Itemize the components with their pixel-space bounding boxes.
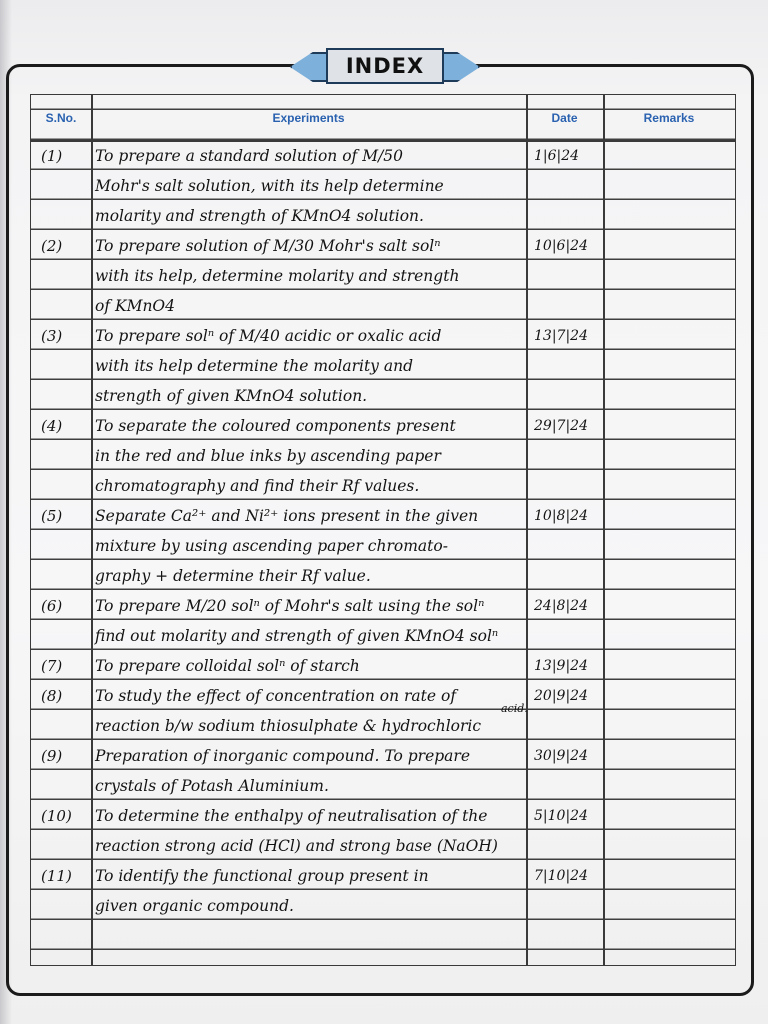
row-date: 13|7|24 [534, 328, 588, 344]
header-sno: S.No. [45, 110, 77, 125]
header-experiments: Experiments [272, 110, 345, 125]
row-sno: (8) [41, 687, 63, 705]
row-sno: (2) [41, 237, 63, 255]
row-sno: (6) [41, 597, 63, 615]
experiment-line: Preparation of inorganic compound. To prepare [95, 747, 470, 765]
experiment-line: To identify the functional group present in [95, 867, 429, 885]
header-date: Date [551, 110, 578, 125]
experiment-line: mixture by using ascending paper chromato- [95, 537, 448, 555]
experiment-line: graphy + determine their Rf value. [95, 567, 371, 585]
experiment-line: reaction b/w sodium thiosulphate & hydrochloric [95, 717, 482, 735]
experiment-line: To prepare a standard solution of M/50 [95, 147, 404, 165]
col-divider-sno [91, 95, 93, 965]
row-date: 10|6|24 [534, 238, 588, 254]
col-divider-experiments [526, 95, 528, 965]
experiment-line: To determine the enthalpy of neutralisation of the [95, 807, 488, 825]
row-date: 24|8|24 [534, 598, 588, 614]
row-sno: (11) [41, 867, 72, 885]
experiment-line: To study the effect of concentration on rate of [95, 687, 457, 705]
experiment-line: reaction strong acid (HCl) and strong base (NaOH) [95, 837, 498, 855]
row-date: 5|10|24 [534, 808, 588, 824]
experiment-line: To prepare solution of M/30 Mohr's salt solⁿ [95, 237, 441, 255]
experiment-line: find out molarity and strength of given KMnO4 solⁿ [95, 627, 499, 645]
index-banner [282, 42, 488, 90]
row-date: 1|6|24 [534, 148, 580, 164]
row-date: 13|9|24 [534, 658, 588, 674]
row-sno: (7) [41, 657, 63, 675]
experiment-note: acid. [501, 702, 528, 715]
experiment-line: with its help, determine molarity and strength [95, 267, 460, 285]
experiment-line: To prepare colloidal solⁿ of starch [95, 657, 360, 675]
row-sno: (10) [41, 807, 72, 825]
row-date: 7|10|24 [534, 868, 588, 884]
row-sno: (1) [41, 147, 63, 165]
row-date: 10|8|24 [534, 508, 588, 524]
row-date: 30|9|24 [534, 748, 588, 764]
experiment-line: molarity and strength of KMnO4 solution. [95, 207, 424, 225]
experiment-line: crystals of Potash Aluminium. [95, 777, 329, 795]
row-date: 20|9|24 [534, 688, 588, 704]
row-sno: (5) [41, 507, 63, 525]
row-sno: (3) [41, 327, 63, 345]
experiment-line: To separate the coloured components present [95, 417, 456, 435]
index-table [30, 94, 736, 966]
row-date: 29|7|24 [534, 418, 588, 434]
experiment-line: Separate Ca²⁺ and Ni²⁺ ions present in the given [95, 507, 479, 525]
experiment-line: strength of given KMnO4 solution. [95, 387, 368, 405]
row-sno: (4) [41, 417, 63, 435]
experiment-line: given organic compound. [95, 897, 294, 915]
experiment-line: To prepare M/20 solⁿ of Mohr's salt using the solⁿ [95, 597, 485, 615]
experiment-line: To prepare solⁿ of M/40 acidic or oxalic acid [95, 327, 442, 345]
header-remarks: Remarks [643, 110, 695, 125]
experiment-line: with its help determine the molarity and [95, 357, 413, 375]
experiment-line: in the red and blue inks by ascending paper [95, 447, 441, 465]
experiment-line: of KMnO4 [95, 297, 175, 315]
experiment-line: chromatography and find their Rf values. [95, 477, 420, 495]
experiment-line: Mohr's salt solution, with its help determine [95, 177, 444, 195]
banner-title: INDEX [326, 48, 444, 84]
row-sno: (9) [41, 747, 63, 765]
col-divider-date [603, 95, 605, 965]
